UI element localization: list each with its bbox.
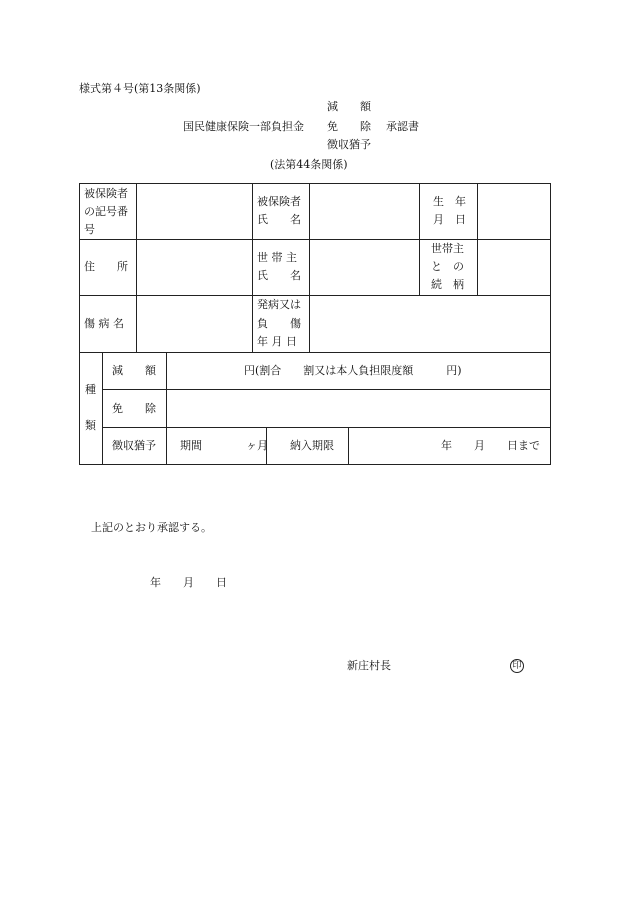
insured-number-label-2: の記号番: [84, 205, 128, 218]
householder-name-label-1: 世 帯 主: [257, 251, 297, 264]
title-suffix: 承認書: [386, 120, 419, 133]
onset-label-2: 負 傷: [257, 317, 301, 330]
insured-name-label-1: 被保険者: [257, 195, 301, 208]
address-label: 住 所: [84, 260, 128, 273]
birth-label-1: 生 年: [433, 195, 466, 208]
title-option-deferral: 徴収猶予: [327, 138, 371, 151]
deferral-label: 徴収猶予: [112, 439, 156, 452]
approval-statement: 上記のとおり承認する。: [91, 521, 212, 534]
insured-name-label-2: 氏 名: [257, 213, 301, 226]
exemption-label: 免 除: [112, 402, 156, 415]
seal-mark: 印: [510, 659, 524, 673]
onset-label-1: 発病又は: [257, 298, 301, 311]
form-number: 様式第４号(第13条関係): [79, 82, 201, 95]
payment-due-date-text: 年 月 日まで: [441, 439, 540, 452]
title-option-reduction: 減 額: [327, 100, 371, 113]
law-reference: (法第44条関係): [270, 158, 348, 171]
deferral-period-text: 期間 ヶ月: [180, 439, 268, 452]
payment-due-label: 納入期限: [290, 439, 334, 452]
relation-label-2: と の: [431, 260, 464, 273]
reduction-amount-text: 円(割合 割又は本人負担限度額 円): [244, 364, 462, 377]
kind-label-2: 類: [85, 419, 96, 432]
approval-table: [79, 183, 551, 465]
onset-label-3: 年 月 日: [257, 335, 297, 348]
relation-label-3: 続 柄: [431, 278, 464, 291]
signer-title: 新庄村長: [347, 659, 391, 672]
householder-name-label-2: 氏 名: [257, 269, 301, 282]
kind-label-1: 種: [85, 383, 96, 396]
insured-number-label-3: 号: [84, 223, 95, 236]
approval-date: 年 月 日: [150, 576, 227, 589]
disease-name-label: 傷 病 名: [84, 317, 124, 330]
title-option-exemption: 免 除: [327, 120, 371, 133]
relation-label-1: 世帯主: [431, 242, 464, 255]
title-prefix: 国民健康保険一部負担金: [183, 120, 304, 133]
insured-number-label-1: 被保険者: [84, 187, 128, 200]
reduction-label: 減 額: [112, 364, 156, 377]
birth-label-2: 月 日: [433, 213, 466, 226]
